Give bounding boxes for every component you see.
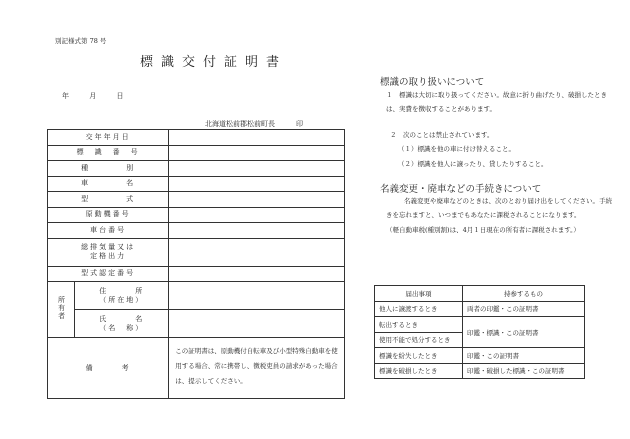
table-row [375,363,585,379]
header-cell: 届出事項 [375,286,463,302]
row-label: 総排気量又は 定格出力 [48,238,169,266]
owner-group-label [48,282,75,338]
row-value [169,238,345,266]
form-number: 別記様式第 78 号 [55,37,107,45]
row-value [169,266,345,282]
item-cell: 他人に譲渡するとき [375,301,463,317]
remarks-label: 備 考 [48,338,169,399]
bring-cell: 印鑑・標識・この証明書 [463,317,585,348]
table-row [48,207,345,223]
procedure-table [374,285,585,379]
row-value [169,282,345,310]
table-row [375,317,585,333]
table-row [375,301,585,317]
owner-group-text: 所有者 [57,296,66,321]
row-label: 種 別 [48,161,169,177]
row-value [169,310,345,338]
handling-item-2-text: ２ 次のことは禁止されています。 [390,131,494,139]
bring-cell: 印鑑・破損した標識・この証明書 [463,363,585,379]
row-label: 住 所 （所在地） [75,282,169,310]
row-value [169,130,345,146]
table-row [375,348,585,364]
certificate-table [47,129,345,399]
table-header-row [375,286,585,302]
row-value [169,207,345,223]
table-row [48,238,345,266]
row-label: 交年年月日 [48,130,169,146]
procedures-body [386,194,618,237]
row-label: 標 識 番 号 [48,145,169,161]
issuer-line: 北海道松前郡松前町長 印 [205,120,303,128]
row-label: 原動機番号 [48,207,169,223]
row-label: 氏 名 （名 称） [75,310,169,338]
row-label: 型 式 [48,192,169,208]
item-cell: 転出するとき [375,317,463,333]
row-value [169,145,345,161]
row-value [169,161,345,177]
row-label: 型式認定番号 [48,266,169,282]
header-cell: 持参するもの [463,286,585,302]
bring-cell: 両者の印鑑・この証明書 [463,301,585,317]
row-value [169,176,345,192]
table-row [48,310,345,338]
handling-item-2-sub-1: （１）標識を他の車に付け替えること。 [398,145,515,154]
procedures-note: （軽自動車税(種別割)は、4月１日現在の所有者に課税されます。） [386,225,580,234]
document-title: 標識交付証明書 [140,55,288,70]
table-row [48,223,345,239]
remarks-text: この証明書は、原動機付自転車及び小型特殊自動車を使用する場合、常に携帯し、徴税吏員の請求があった場合は、提示してください。 [169,338,345,399]
handling-item-2 [390,128,615,171]
table-row [48,130,345,146]
handling-item-1: １ 標識は大切に取り扱ってください。故意に折り曲げたり、破損したときは、実費を徴収することがあります。 [386,91,607,114]
handling-item-2-sub-2: （２）標識を他人に譲ったり、貸したりすること。 [398,159,548,168]
item-cell: 標識を紛失したとき [375,348,463,364]
table-row [48,282,345,310]
table-row [48,176,345,192]
row-value [169,223,345,239]
item-cell: 使用不能で処分するとき [375,332,463,348]
row-label: 車 名 [48,176,169,192]
table-row [48,145,345,161]
item-cell: 標識を破損したとき [375,363,463,379]
row-value [169,192,345,208]
table-row [48,192,345,208]
table-row [48,266,345,282]
bring-cell: 印鑑・この証明書 [463,348,585,364]
date-line: 年 月 日 [62,92,124,100]
table-row [48,161,345,177]
row-label: 車台番号 [48,223,169,239]
remarks-row [48,338,345,399]
procedures-heading: 名義変更・廃車などの手続きについて [380,184,542,195]
procedures-text: 名義変更や廃車などのときは、次のとおり届け出をしてください。手続きを忘れますと、いつまでもあなたに課税されることになります。 [386,197,612,220]
handling-heading: 標識の取り扱いについて [380,77,485,88]
